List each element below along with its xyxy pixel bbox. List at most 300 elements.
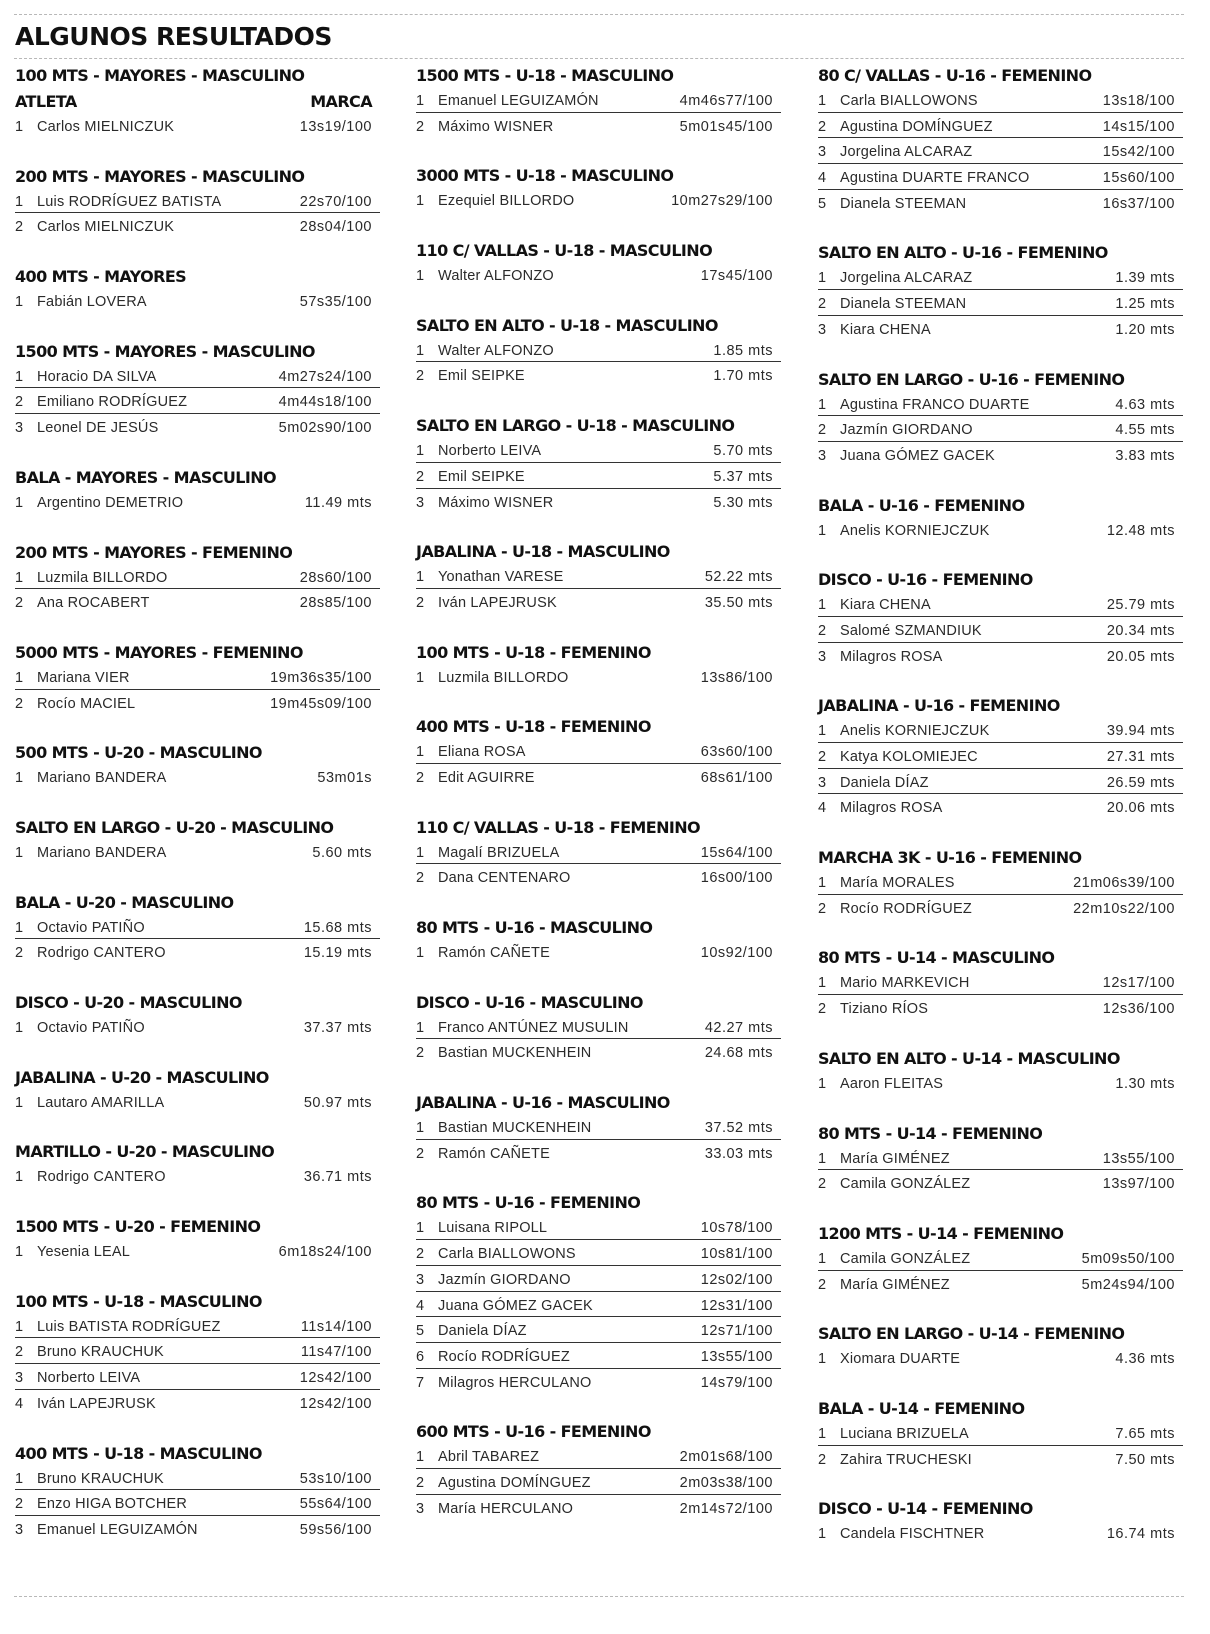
athlete-name: Milagros ROSA	[840, 800, 943, 817]
event-title: SALTO EN LARGO - U-20 - MASCULINO	[15, 817, 334, 837]
result-row	[818, 292, 1183, 318]
athlete-name: Kiara CHENA	[840, 597, 931, 614]
event-title: DISCO - U-14 - FEMENINO	[818, 1499, 1033, 1519]
athlete-name: María GIMÉNEZ	[840, 1276, 950, 1293]
athlete-name: Agustina FRANCO DUARTE	[840, 396, 1030, 413]
athlete-name: Rodrigo CANTERO	[37, 1169, 166, 1186]
athlete-name: Bruno KRAUCHUK	[37, 1470, 164, 1487]
athlete-name: Eliana ROSA	[438, 744, 526, 761]
result-position: 6	[416, 1348, 425, 1365]
result-position: 3	[15, 1370, 24, 1387]
result-position: 2	[818, 1451, 827, 1468]
result-mark: 11s47/100	[300, 1344, 372, 1361]
athlete-name: Tiziano RÍOS	[840, 1001, 929, 1018]
result-mark: 19m45s09/100	[270, 695, 372, 712]
event-section	[416, 1090, 781, 1167]
result-position: 1	[15, 919, 24, 936]
result-position: 1	[818, 93, 827, 109]
athlete-name: Carlos MIELNICZUK	[37, 219, 175, 236]
result-row	[15, 1467, 380, 1493]
result-position: 1	[818, 1250, 827, 1267]
result-row	[416, 89, 781, 115]
athlete-name: Franco ANTÚNEZ MUSULIN	[438, 1019, 629, 1036]
athlete-name: María GIMÉNEZ	[840, 1150, 950, 1167]
athlete-name: Bastian MUCKENHEIN	[438, 1120, 592, 1137]
result-row	[818, 318, 1183, 344]
result-position: 3	[818, 321, 827, 338]
event-title: 600 MTS - U-16 - FEMENINO	[416, 1422, 651, 1442]
athlete-name: Zahira TRUCHESKI	[840, 1451, 972, 1468]
result-position: 1	[818, 1526, 827, 1543]
result-mark: 3.83 mts	[1115, 447, 1175, 464]
event-title: SALTO EN LARGO - U-14 - FEMENINO	[818, 1324, 1125, 1344]
result-position: 1	[15, 770, 24, 787]
result-mark: 13s55/100	[700, 1348, 773, 1365]
result-row	[818, 89, 1183, 115]
result-mark: 4.36 mts	[1115, 1351, 1175, 1368]
result-row	[416, 591, 781, 617]
result-mark: 42.27 mts	[704, 1019, 773, 1036]
result-row	[818, 796, 1183, 822]
result-mark: 15.19 mts	[303, 945, 372, 962]
result-position: 1	[818, 1425, 827, 1442]
athlete-header: ATLETA	[15, 92, 77, 111]
athlete-name: Agustina DOMÍNGUEZ	[438, 1474, 591, 1491]
result-mark: 14s15/100	[1102, 118, 1175, 135]
event-section	[818, 1396, 1183, 1473]
athlete-name: Candela FISCHTNER	[840, 1526, 985, 1543]
athlete-name: Luisana RIPOLL	[438, 1220, 548, 1237]
athlete-name: Juana GÓMEZ GACEK	[840, 447, 995, 464]
result-row	[818, 192, 1183, 218]
result-row	[416, 1116, 781, 1142]
result-mark: 5m09s50/100	[1081, 1250, 1175, 1267]
results-column-3	[818, 63, 1183, 1571]
result-position: 2	[416, 1045, 425, 1062]
result-position: 1	[15, 193, 24, 210]
result-mark: 35.50 mts	[704, 594, 773, 611]
result-mark: 28s85/100	[299, 595, 372, 612]
athlete-name: Luis RODRÍGUEZ BATISTA	[37, 193, 222, 210]
result-position: 2	[15, 394, 24, 411]
result-position: 1	[818, 1150, 827, 1167]
result-row	[416, 364, 781, 390]
result-position: 1	[15, 1318, 24, 1335]
event-title: 110 C/ VALLAS - U-18 - FEMENINO	[416, 817, 701, 837]
result-mark: 36.71 mts	[303, 1169, 372, 1186]
result-position: 1	[416, 342, 425, 359]
athlete-name: Argentino DEMETRIO	[37, 494, 184, 511]
athlete-name: Máximo WISNER	[438, 494, 554, 511]
result-row	[416, 1242, 781, 1268]
result-position: 3	[15, 420, 24, 437]
event-title: 100 MTS - U-18 - MASCULINO	[15, 1291, 262, 1311]
event-title: 200 MTS - MAYORES - FEMENINO	[15, 542, 293, 562]
result-position: 4	[818, 170, 827, 187]
event-section	[818, 845, 1183, 922]
event-title: SALTO EN ALTO - U-16 - FEMENINO	[818, 243, 1108, 263]
athlete-name: Agustina DUARTE FRANCO	[840, 170, 1030, 187]
athlete-name: Anelis KORNIEJCZUK	[840, 522, 990, 539]
mark-header: MARCA	[310, 92, 372, 111]
event-section	[416, 1419, 781, 1522]
result-mark: 13s19/100	[299, 119, 372, 135]
athlete-name: Carlos MIELNICZUK	[37, 119, 175, 135]
event-section	[818, 1121, 1183, 1198]
event-section	[818, 1496, 1183, 1548]
result-row	[15, 766, 380, 792]
result-row	[15, 1340, 380, 1366]
result-position: 1	[416, 1019, 425, 1036]
athlete-name: Yonathan VARESE	[438, 569, 564, 586]
result-row	[818, 997, 1183, 1023]
result-position: 2	[416, 1145, 425, 1162]
result-mark: 11.49 mts	[304, 494, 372, 511]
result-mark: 1.70 mts	[713, 368, 773, 385]
result-position: 1	[818, 522, 827, 539]
result-position: 3	[818, 144, 827, 161]
result-position: 3	[416, 494, 425, 511]
result-row	[416, 465, 781, 491]
result-row	[15, 1518, 380, 1544]
result-row	[818, 871, 1183, 897]
result-mark: 12s31/100	[700, 1297, 773, 1314]
result-mark: 25.79 mts	[1106, 597, 1175, 614]
event-section	[15, 1289, 380, 1418]
result-position: 3	[818, 774, 827, 791]
result-mark: 2m14s72/100	[679, 1500, 773, 1517]
athlete-name: Bastian MUCKENHEIN	[438, 1045, 592, 1062]
athlete-name: Walter ALFONZO	[438, 342, 554, 359]
result-mark: 20.34 mts	[1106, 622, 1175, 639]
result-mark: 57s35/100	[299, 294, 372, 311]
result-mark: 37.37 mts	[303, 1020, 372, 1036]
event-title: JABALINA - U-16 - FEMENINO	[818, 696, 1060, 716]
athlete-name: Horacio DA SILVA	[37, 368, 157, 385]
event-section	[818, 63, 1183, 217]
result-row	[15, 692, 380, 718]
event-section	[15, 339, 380, 442]
result-position: 1	[416, 443, 425, 460]
result-row	[818, 1172, 1183, 1198]
event-title: 100 MTS - MAYORES - MASCULINO	[15, 66, 305, 85]
event-title: DISCO - U-16 - FEMENINO	[818, 570, 1033, 590]
result-row	[818, 1273, 1183, 1299]
result-position: 1	[416, 945, 425, 961]
result-row	[416, 1497, 781, 1523]
result-position: 1	[818, 270, 827, 287]
event-title: BALA - U-16 - FEMENINO	[818, 495, 1025, 515]
result-position: 1	[818, 723, 827, 740]
result-row	[818, 619, 1183, 645]
athlete-name: María MORALES	[840, 875, 955, 892]
result-position: 2	[15, 695, 24, 712]
athlete-name: Juana GÓMEZ GACEK	[438, 1297, 593, 1314]
athlete-name: Daniela DÍAZ	[840, 774, 929, 791]
event-section	[15, 164, 380, 241]
result-row	[416, 841, 781, 867]
result-row	[416, 115, 781, 141]
result-mark: 6m18s24/100	[278, 1244, 372, 1261]
result-row	[818, 1247, 1183, 1273]
result-position: 1	[15, 494, 24, 511]
event-section	[15, 1214, 380, 1266]
result-row	[15, 491, 380, 517]
bottom-divider	[14, 1596, 1184, 1597]
event-title: 80 MTS - U-16 - FEMENINO	[416, 1193, 641, 1213]
results-column-1	[15, 63, 380, 1567]
result-position: 1	[15, 1244, 24, 1261]
athlete-name: Edit AGUIRRE	[438, 769, 535, 786]
result-mark: 15s60/100	[1102, 170, 1175, 187]
result-row	[15, 841, 380, 867]
event-section	[818, 567, 1183, 670]
result-row	[15, 190, 380, 216]
result-row	[818, 519, 1183, 545]
result-row	[416, 1294, 781, 1320]
athlete-name: Fabián LOVERA	[37, 294, 147, 311]
result-mark: 21m06s39/100	[1073, 875, 1175, 892]
result-position: 1	[15, 844, 24, 861]
result-row	[416, 189, 781, 215]
result-mark: 2m01s68/100	[679, 1449, 773, 1466]
result-row	[15, 591, 380, 617]
result-row	[818, 444, 1183, 470]
athlete-name: Luzmila BILLORDO	[37, 569, 168, 586]
result-position: 1	[416, 1220, 425, 1237]
athlete-name: Bruno KRAUCHUK	[37, 1344, 164, 1361]
result-position: 2	[416, 118, 425, 135]
result-mark: 5m24s94/100	[1081, 1276, 1175, 1293]
athlete-name: Carla BIALLOWONS	[840, 93, 978, 109]
result-row	[416, 866, 781, 892]
event-title: 80 MTS - U-14 - MASCULINO	[818, 948, 1055, 968]
result-row	[15, 1165, 380, 1191]
result-position: 2	[416, 769, 425, 786]
athlete-name: Dianela STEEMAN	[840, 296, 967, 313]
result-mark: 10s78/100	[700, 1220, 773, 1237]
event-title: 3000 MTS - U-18 - MASCULINO	[416, 166, 674, 186]
result-mark: 52.22 mts	[704, 569, 773, 586]
event-title: 100 MTS - U-18 - FEMENINO	[416, 642, 651, 662]
event-section	[15, 990, 380, 1042]
event-title: 1500 MTS - MAYORES - MASCULINO	[15, 341, 315, 361]
result-position: 1	[416, 844, 425, 861]
result-position: 2	[818, 1001, 827, 1018]
event-section	[15, 264, 380, 316]
result-row	[416, 491, 781, 517]
result-mark: 39.94 mts	[1106, 723, 1175, 740]
result-mark: 22s70/100	[299, 193, 372, 210]
result-mark: 4m27s24/100	[278, 368, 372, 385]
result-position: 4	[15, 1395, 24, 1412]
result-mark: 12s42/100	[299, 1370, 372, 1387]
result-position: 1	[15, 294, 24, 311]
result-row	[416, 1216, 781, 1242]
result-position: 2	[818, 1276, 827, 1293]
athlete-name: Magalí BRIZUELA	[438, 844, 560, 861]
result-mark: 5m02s90/100	[278, 420, 372, 437]
result-position: 2	[818, 622, 827, 639]
result-row	[15, 666, 380, 692]
result-position: 1	[15, 669, 24, 686]
result-mark: 5.60 mts	[312, 844, 372, 861]
result-mark: 1.39 mts	[1115, 270, 1175, 287]
athlete-name: Agustina DOMÍNGUEZ	[840, 118, 993, 135]
athlete-name: Milagros HERCULANO	[438, 1374, 592, 1391]
athlete-name: Rodrigo CANTERO	[37, 945, 166, 962]
result-position: 2	[818, 1176, 827, 1193]
result-position: 1	[416, 669, 425, 686]
result-row	[15, 1315, 380, 1341]
result-row	[416, 264, 781, 290]
result-position: 2	[15, 219, 24, 236]
event-title: SALTO EN ALTO - U-18 - MASCULINO	[416, 315, 718, 335]
event-title: JABALINA - U-18 - MASCULINO	[416, 542, 670, 562]
result-row	[818, 266, 1183, 292]
athlete-name: Norberto LEIVA	[37, 1370, 141, 1387]
result-mark: 4.55 mts	[1115, 422, 1175, 439]
event-section	[818, 367, 1183, 470]
result-mark: 50.97 mts	[303, 1094, 372, 1111]
result-row	[416, 1016, 781, 1042]
result-mark: 1.25 mts	[1115, 296, 1175, 313]
result-row	[818, 418, 1183, 444]
athlete-name: Emanuel LEGUIZAMÓN	[438, 93, 599, 109]
result-mark: 4.63 mts	[1115, 396, 1175, 413]
athlete-name: Ramón CAÑETE	[438, 1145, 550, 1162]
athlete-name: Rocío MACIEL	[37, 695, 136, 712]
result-mark: 2m03s38/100	[679, 1474, 773, 1491]
result-row	[416, 1268, 781, 1294]
result-position: 1	[416, 1120, 425, 1137]
result-row	[416, 1471, 781, 1497]
result-row	[416, 941, 781, 967]
result-row	[818, 1147, 1183, 1173]
result-mark: 14s79/100	[700, 1374, 773, 1391]
result-row	[15, 566, 380, 592]
result-row	[818, 115, 1183, 141]
result-mark: 10s92/100	[700, 945, 773, 961]
result-position: 1	[416, 268, 425, 285]
event-title: 80 MTS - U-14 - FEMENINO	[818, 1123, 1043, 1143]
event-section	[15, 890, 380, 967]
event-section	[818, 493, 1183, 545]
result-row	[416, 666, 781, 692]
result-mark: 12.48 mts	[1106, 522, 1175, 539]
result-mark: 63s60/100	[700, 744, 773, 761]
title-divider	[14, 58, 1184, 59]
athlete-name: Iván LAPEJRUSK	[37, 1395, 156, 1412]
result-mark: 26.59 mts	[1106, 774, 1175, 791]
event-section	[416, 238, 781, 290]
result-position: 3	[818, 648, 827, 665]
result-position: 1	[818, 875, 827, 892]
result-position: 2	[818, 749, 827, 765]
event-title: SALTO EN LARGO - U-16 - FEMENINO	[818, 369, 1125, 389]
result-mark: 13s55/100	[1102, 1150, 1175, 1167]
athlete-name: Salomé SZMANDIUK	[840, 622, 982, 639]
event-section	[416, 63, 781, 140]
result-position: 3	[15, 1521, 24, 1538]
result-position: 1	[416, 1449, 425, 1466]
result-mark: 55s64/100	[299, 1496, 372, 1513]
result-row	[15, 941, 380, 967]
result-row	[15, 290, 380, 316]
result-row	[416, 1142, 781, 1168]
result-mark: 5.30 mts	[713, 494, 773, 511]
result-row	[818, 971, 1183, 997]
event-title: BALA - U-20 - MASCULINO	[15, 892, 234, 912]
athlete-name: Carla BIALLOWONS	[438, 1246, 576, 1263]
event-section	[15, 1441, 380, 1544]
athlete-name: Mariana VIER	[37, 669, 130, 686]
result-position: 1	[818, 975, 827, 992]
result-mark: 5.70 mts	[713, 443, 773, 460]
result-row	[416, 766, 781, 792]
result-mark: 7.65 mts	[1115, 1425, 1175, 1442]
result-mark: 12s02/100	[700, 1271, 773, 1288]
result-mark: 1.20 mts	[1115, 321, 1175, 338]
result-mark: 53s10/100	[299, 1470, 372, 1487]
event-title: DISCO - U-16 - MASCULINO	[416, 992, 643, 1012]
result-mark: 12s17/100	[1102, 975, 1175, 992]
result-position: 2	[416, 594, 425, 611]
athlete-name: Norberto LEIVA	[438, 443, 542, 460]
event-title: 400 MTS - U-18 - MASCULINO	[15, 1443, 262, 1463]
result-position: 1	[416, 744, 425, 761]
result-row	[818, 166, 1183, 192]
result-position: 1	[15, 569, 24, 586]
result-position: 3	[416, 1500, 425, 1517]
event-section	[15, 815, 380, 867]
athlete-name: Emanuel LEGUIZAMÓN	[37, 1521, 198, 1538]
result-row	[15, 115, 380, 141]
athlete-name: Jorgelina ALCARAZ	[840, 144, 973, 161]
result-mark: 12s42/100	[299, 1395, 372, 1412]
athlete-name: Emil SEIPKE	[438, 468, 525, 485]
result-mark: 13s86/100	[700, 669, 773, 686]
athlete-name: Rocío RODRÍGUEZ	[438, 1348, 570, 1365]
result-row	[416, 1345, 781, 1371]
event-title: BALA - MAYORES - MASCULINO	[15, 467, 276, 487]
event-section	[818, 693, 1183, 822]
result-row	[818, 593, 1183, 619]
result-position: 2	[416, 1474, 425, 1491]
event-section	[15, 1065, 380, 1117]
event-section	[15, 1139, 380, 1191]
result-mark: 15s64/100	[700, 844, 773, 861]
result-mark: 13s18/100	[1102, 93, 1175, 109]
event-title: 500 MTS - U-20 - MASCULINO	[15, 743, 262, 763]
result-mark: 28s04/100	[299, 219, 372, 236]
athlete-name: Katya KOLOMIEJEC	[840, 749, 978, 765]
result-row	[818, 1347, 1183, 1373]
result-mark: 12s71/100	[700, 1323, 773, 1340]
result-mark: 37.52 mts	[704, 1120, 773, 1137]
result-row	[15, 390, 380, 416]
results-column-2	[416, 63, 781, 1545]
athlete-name: Luzmila BILLORDO	[438, 669, 569, 686]
result-mark: 10m27s29/100	[671, 193, 773, 210]
event-section	[818, 240, 1183, 343]
result-mark: 20.05 mts	[1106, 648, 1175, 665]
result-position: 1	[15, 368, 24, 385]
result-position: 1	[15, 1169, 24, 1186]
result-mark: 68s61/100	[700, 769, 773, 786]
event-title: DISCO - U-20 - MASCULINO	[15, 993, 242, 1012]
event-section	[15, 540, 380, 617]
